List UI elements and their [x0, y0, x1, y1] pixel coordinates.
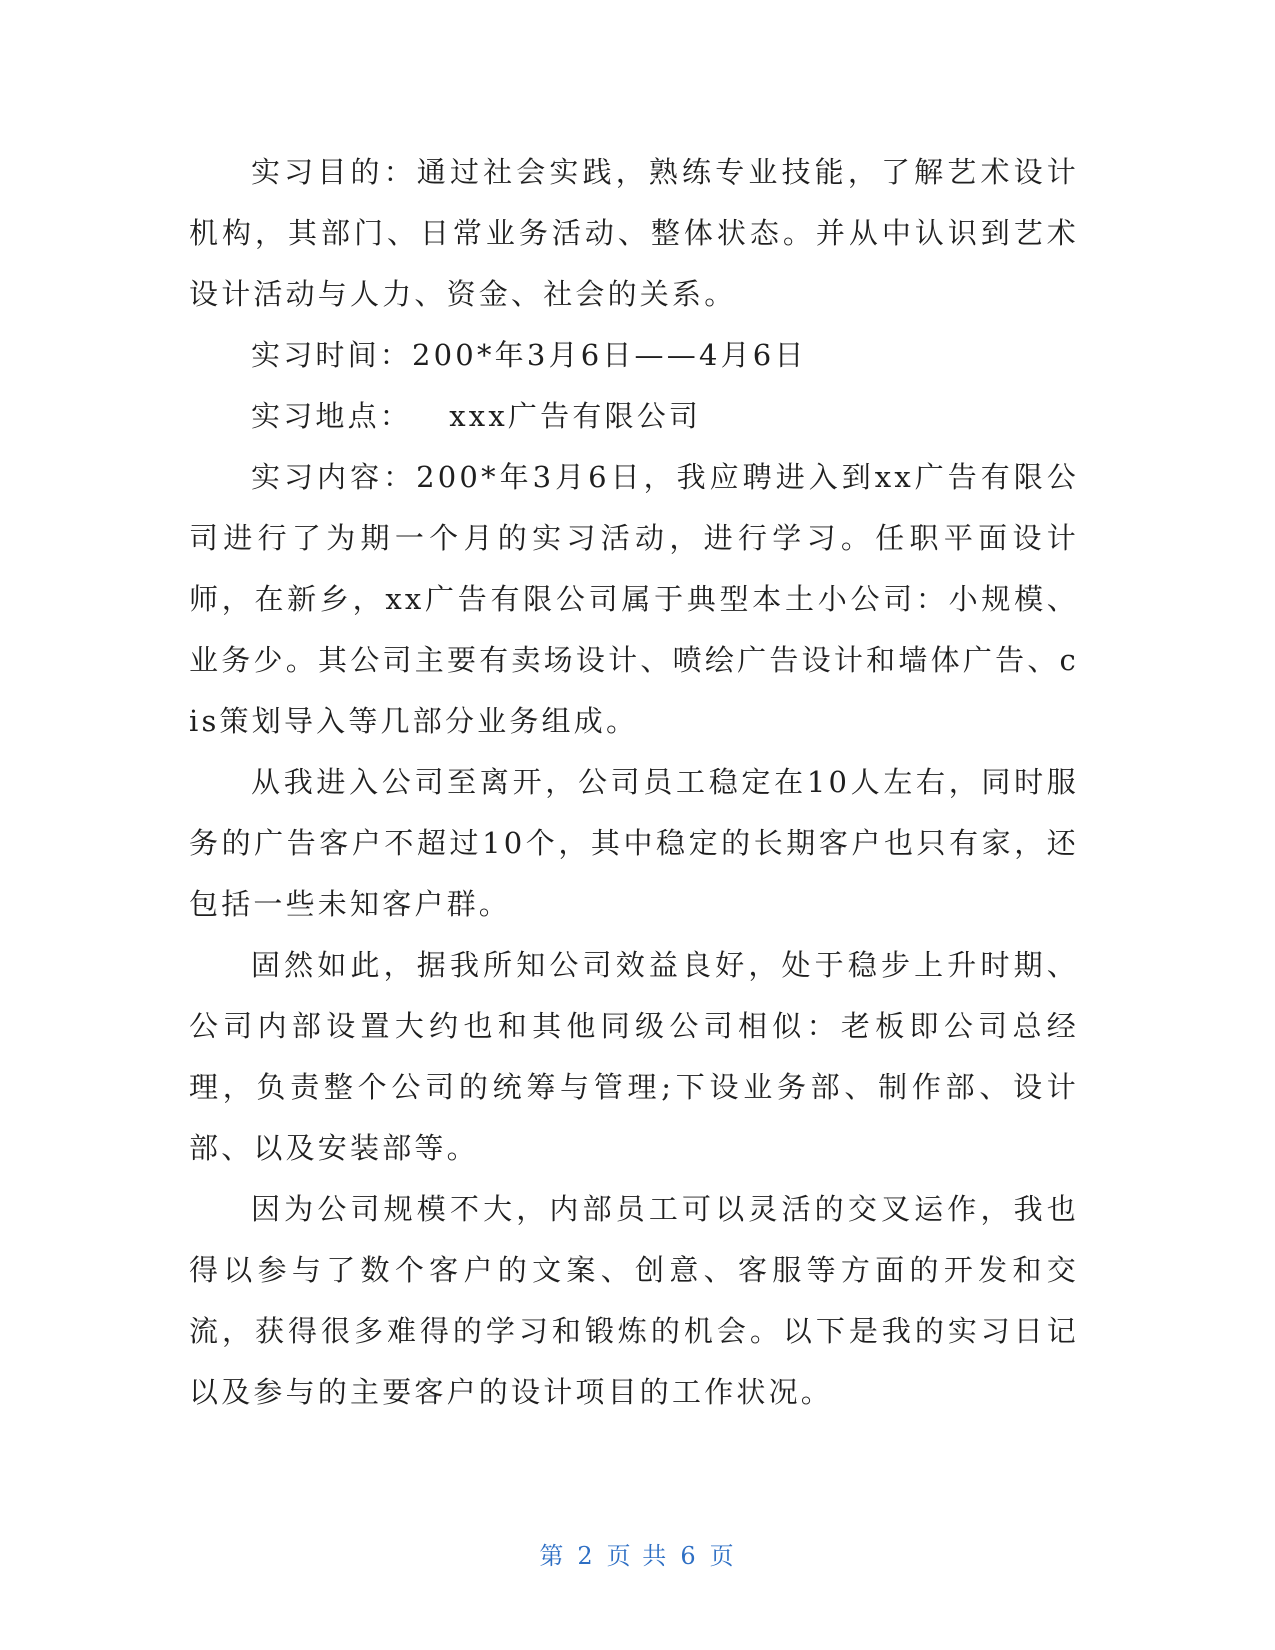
- footer-prefix: 第: [539, 1542, 566, 1570]
- paragraph-content: 实习内容：200*年3月6日，我应聘进入到xx广告有限公司进行了为期一个月的实习活动，进行学习。任职平面设计师，在新乡，xx广告有限公司属于典型本土小公司：小规模、业务少。其公司主要有卖场设计、喷绘广告设计和墙体广告、cis策划导入等几部分业务组成。: [189, 460, 1079, 738]
- footer-middle: 页 共: [606, 1542, 669, 1570]
- page-footer: [0, 1536, 1275, 1571]
- footer-suffix: 页: [709, 1542, 736, 1570]
- paragraph-structure: 固然如此，据我所知公司效益良好，处于稳步上升时期、公司内部设置大约也和其他同级公司相似：老板即公司总经理，负责整个公司的统筹与管理;下设业务部、制作部、设计部、以及安装部等。: [189, 948, 1079, 1165]
- paragraph-location: 实习地点： xxx广告有限公司: [251, 399, 702, 433]
- footer-current-page: 2: [577, 1542, 595, 1570]
- paragraph-purpose: 实习目的：通过社会实践，熟练专业技能，了解艺术设计机构，其部门、日常业务活动、整体状态。并从中认识到艺术设计活动与人力、资金、社会的关系。: [189, 155, 1079, 311]
- paragraph-experience: 因为公司规模不大，内部员工可以灵活的交叉运作，我也得以参与了数个客户的文案、创意、客服等方面的开发和交流，获得很多难得的学习和锻炼的机会。以下是我的实习日记以及参与的主要客户的设计项目的工作状况。: [189, 1192, 1079, 1409]
- paragraph-staff: 从我进入公司至离开，公司员工稳定在10人左右，同时服务的广告客户不超过10个，其中稳定的长期客户也只有家，还包括一些未知客户群。: [189, 765, 1079, 921]
- paragraph-time: 实习时间：200*年3月6日——4月6日: [251, 338, 807, 372]
- footer-total-pages: 6: [680, 1542, 698, 1570]
- document-body: [189, 142, 1079, 1423]
